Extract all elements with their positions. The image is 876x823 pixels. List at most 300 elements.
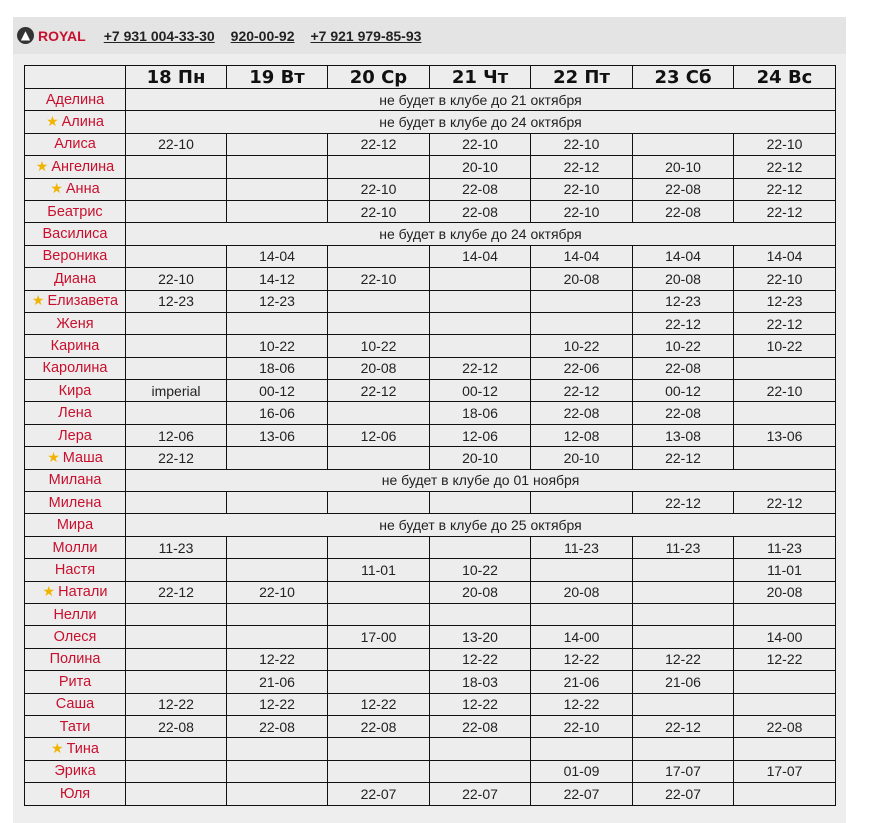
schedule-table: [24, 65, 836, 806]
shift-cell: 22-12: [633, 312, 734, 334]
table-row: [25, 312, 836, 334]
shift-cell: 18-03: [430, 671, 531, 693]
hostess-name-cell[interactable]: [25, 89, 126, 111]
shift-cell: [531, 290, 633, 312]
table-row: [25, 514, 836, 536]
shift-cell: 22-12: [734, 200, 836, 222]
star-icon: ★: [35, 158, 49, 175]
hostess-name-cell[interactable]: [25, 223, 126, 245]
table-row: [25, 133, 836, 155]
shift-cell: [126, 760, 227, 782]
shift-cell: 12-22: [227, 648, 328, 670]
shift-cell: 21-06: [227, 671, 328, 693]
shift-cell: [531, 738, 633, 760]
shift-cell: 10-22: [531, 335, 633, 357]
shift-cell: [633, 603, 734, 625]
shift-cell: [126, 671, 227, 693]
shift-cell: [126, 738, 227, 760]
hostess-name-cell[interactable]: [25, 200, 126, 222]
shift-cell: 13-06: [734, 424, 836, 446]
shift-cell: 20-08: [734, 581, 836, 603]
hostess-name: Эрика: [54, 763, 96, 780]
shift-cell: 10-22: [734, 335, 836, 357]
shift-cell: [633, 738, 734, 760]
shift-cell: 14-04: [227, 245, 328, 267]
shift-cell: 22-10: [531, 133, 633, 155]
shift-cell: [430, 760, 531, 782]
shift-cell: [734, 402, 836, 424]
shift-cell: [227, 133, 328, 155]
shift-cell: 22-07: [633, 783, 734, 805]
shift-cell: 00-12: [227, 380, 328, 402]
shift-cell: 12-22: [126, 693, 227, 715]
shift-cell: [734, 603, 836, 625]
shift-cell: [227, 312, 328, 334]
shift-cell: [328, 312, 430, 334]
table-row: [25, 268, 836, 290]
shift-cell: 12-22: [531, 648, 633, 670]
shift-cell: 22-12: [633, 447, 734, 469]
shift-cell: [430, 603, 531, 625]
shift-cell: imperial: [126, 380, 227, 402]
shift-cell: 12-22: [430, 648, 531, 670]
shift-cell: [328, 738, 430, 760]
shift-cell: 22-10: [734, 380, 836, 402]
corner-cell: [25, 66, 126, 89]
shift-cell: [126, 357, 227, 379]
hostess-name-cell[interactable]: [25, 245, 126, 267]
hostess-name-cell[interactable]: [25, 648, 126, 670]
shift-cell: 18-06: [430, 402, 531, 424]
shift-cell: 12-06: [328, 424, 430, 446]
shift-cell: 22-10: [430, 133, 531, 155]
shift-cell: 22-10: [328, 178, 430, 200]
shift-cell: [328, 290, 430, 312]
hostess-name-cell[interactable]: [25, 783, 126, 805]
table-row: [25, 200, 836, 222]
shift-cell: 11-23: [531, 536, 633, 558]
shift-cell: 20-08: [633, 268, 734, 290]
shift-cell: 12-22: [734, 648, 836, 670]
shift-cell: 22-08: [531, 402, 633, 424]
shift-cell: 22-08: [227, 715, 328, 737]
hostess-name: Олеся: [53, 629, 97, 646]
up-arrow-icon[interactable]: ▲: [17, 27, 34, 44]
shift-cell: [126, 783, 227, 805]
shift-cell: [227, 447, 328, 469]
shift-cell: [734, 738, 836, 760]
shift-cell: [430, 492, 531, 514]
table-row: [25, 469, 836, 491]
shift-cell: 22-12: [734, 312, 836, 334]
table-row: [25, 357, 836, 379]
shift-cell: [227, 492, 328, 514]
shift-cell: 22-12: [734, 156, 836, 178]
shift-cell: [227, 626, 328, 648]
shift-cell: 22-08: [126, 715, 227, 737]
shift-cell: [227, 783, 328, 805]
shift-cell: [531, 312, 633, 334]
shift-cell: [734, 693, 836, 715]
table-row: [25, 671, 836, 693]
shift-cell: 00-12: [633, 380, 734, 402]
shift-cell: [227, 156, 328, 178]
hostess-name-cell[interactable]: [25, 581, 126, 603]
shift-cell: 22-08: [633, 178, 734, 200]
shift-cell: [734, 357, 836, 379]
header-bar: [13, 17, 846, 54]
shift-cell: 22-12: [633, 492, 734, 514]
shift-cell: 16-06: [227, 402, 328, 424]
hostess-name: Юля: [59, 785, 91, 802]
shift-cell: [430, 312, 531, 334]
hostess-name-cell[interactable]: [25, 715, 126, 737]
shift-cell: [126, 335, 227, 357]
shift-cell: [227, 178, 328, 200]
table-row: [25, 223, 836, 245]
hostess-name-cell[interactable]: [25, 536, 126, 558]
hostess-name: Полина: [49, 651, 101, 668]
table-row: [25, 693, 836, 715]
hostess-name: Василиса: [42, 226, 108, 243]
shift-cell: 21-06: [531, 671, 633, 693]
shift-cell: 22-07: [430, 783, 531, 805]
shift-cell: [328, 492, 430, 514]
shift-cell: 22-10: [734, 268, 836, 290]
table-row: [25, 603, 836, 625]
shift-cell: 14-00: [734, 626, 836, 648]
hostess-name: Милана: [48, 472, 102, 489]
hostess-name: Беатрис: [47, 203, 103, 220]
shift-cell: 22-08: [430, 200, 531, 222]
shift-cell: 14-04: [430, 245, 531, 267]
table-row: [25, 245, 836, 267]
shift-cell: 12-22: [227, 693, 328, 715]
shift-cell: 22-06: [531, 357, 633, 379]
phone-link-2[interactable]: 920-00-92: [230, 27, 295, 44]
shift-cell: 22-12: [430, 357, 531, 379]
hostess-name: Анна: [65, 181, 100, 198]
table-row: [25, 290, 836, 312]
shift-cell: 11-23: [633, 536, 734, 558]
shift-cell: [328, 760, 430, 782]
shift-cell: 11-23: [734, 536, 836, 558]
shift-cell: 20-08: [430, 581, 531, 603]
hostess-name: Кира: [58, 382, 92, 399]
shift-cell: 12-23: [633, 290, 734, 312]
hostess-name-cell[interactable]: [25, 671, 126, 693]
header-row: [25, 66, 836, 89]
hostess-name-cell[interactable]: [25, 760, 126, 782]
shift-cell: 10-22: [430, 559, 531, 581]
shift-cell: 12-22: [328, 693, 430, 715]
table-row: [25, 178, 836, 200]
shift-cell: 14-12: [227, 268, 328, 290]
shift-cell: [430, 290, 531, 312]
star-icon: ★: [46, 114, 59, 131]
hostess-name: Тати: [59, 718, 91, 735]
shift-cell: [328, 581, 430, 603]
hostess-name: Мира: [56, 517, 94, 534]
shift-cell: [430, 536, 531, 558]
shift-cell: 12-23: [734, 290, 836, 312]
table-row: [25, 111, 836, 133]
shift-cell: [328, 447, 430, 469]
shift-cell: 22-12: [328, 380, 430, 402]
shift-cell: 10-22: [633, 335, 734, 357]
hostess-name: Алиса: [54, 136, 96, 153]
hostess-name: Лера: [58, 427, 92, 444]
hostess-name-cell[interactable]: [25, 312, 126, 334]
shift-cell: 22-08: [328, 715, 430, 737]
shift-cell: 20-08: [531, 581, 633, 603]
shift-cell: [734, 671, 836, 693]
shift-cell: [227, 559, 328, 581]
shift-cell: 11-01: [734, 559, 836, 581]
table-row: [25, 536, 836, 558]
table-row: [25, 626, 836, 648]
shift-cell: [328, 536, 430, 558]
shift-cell: 11-23: [126, 536, 227, 558]
table-row: [25, 715, 836, 737]
schedule-panel: [13, 17, 846, 823]
star-icon: ★: [42, 584, 56, 601]
shift-cell: 10-22: [328, 335, 430, 357]
hostess-name: Елизавета: [47, 293, 119, 310]
shift-cell: 17-00: [328, 626, 430, 648]
shift-cell: 20-10: [430, 156, 531, 178]
hostess-name: Рита: [58, 673, 92, 690]
hostess-name-cell[interactable]: [25, 626, 126, 648]
shift-cell: 13-08: [633, 424, 734, 446]
shift-cell: 12-22: [531, 693, 633, 715]
shift-cell: [328, 156, 430, 178]
star-icon: ★: [31, 293, 45, 310]
hostess-name-cell[interactable]: [25, 335, 126, 357]
shift-cell: [531, 603, 633, 625]
hostess-name-cell[interactable]: [25, 447, 126, 469]
shift-cell: [633, 559, 734, 581]
shift-cell: 12-08: [531, 424, 633, 446]
table-row: [25, 581, 836, 603]
day-header: 22 Пт: [531, 66, 633, 89]
shift-cell: [328, 245, 430, 267]
hostess-name: Вероника: [42, 248, 108, 265]
shift-cell: [633, 626, 734, 648]
hostess-name-cell[interactable]: [25, 133, 126, 155]
absence-note: не будет в клубе до 24 октября: [126, 223, 836, 245]
table-row: [25, 760, 836, 782]
hostess-name-cell[interactable]: [25, 357, 126, 379]
shift-cell: [328, 402, 430, 424]
star-icon: ★: [50, 181, 63, 198]
absence-note: не будет в клубе до 21 октября: [126, 89, 836, 111]
hostess-name: Натали: [58, 584, 108, 601]
star-icon: ★: [51, 741, 64, 758]
hostess-name: Карина: [50, 337, 100, 354]
shift-cell: 22-08: [633, 357, 734, 379]
shift-cell: [126, 559, 227, 581]
day-header: 23 Сб: [633, 66, 734, 89]
brand-label: ROYAL: [38, 27, 86, 44]
hostess-name: Каролина: [42, 360, 108, 377]
shift-cell: [126, 245, 227, 267]
shift-cell: [734, 783, 836, 805]
hostess-name: Нелли: [53, 606, 97, 623]
hostess-name: Алина: [61, 114, 104, 131]
hostess-name-cell[interactable]: [25, 111, 126, 133]
hostess-name: Тина: [66, 741, 99, 758]
hostess-name: Лена: [58, 405, 92, 422]
hostess-name: Молли: [52, 539, 98, 556]
table-row: [25, 156, 836, 178]
table-row: [25, 380, 836, 402]
shift-cell: [531, 559, 633, 581]
shift-cell: [126, 603, 227, 625]
hostess-name-cell[interactable]: [25, 559, 126, 581]
shift-cell: 22-08: [633, 402, 734, 424]
table-row: [25, 402, 836, 424]
shift-cell: 20-10: [430, 447, 531, 469]
table-row: [25, 783, 836, 805]
shift-cell: 22-12: [734, 178, 836, 200]
shift-cell: 22-08: [734, 715, 836, 737]
hostess-name-cell[interactable]: [25, 402, 126, 424]
shift-cell: 14-00: [531, 626, 633, 648]
shift-cell: [227, 760, 328, 782]
shift-cell: 12-23: [227, 290, 328, 312]
shift-cell: 01-09: [531, 760, 633, 782]
hostess-name-cell[interactable]: [25, 178, 126, 200]
hostess-name: Милена: [48, 494, 102, 511]
table-row: [25, 89, 836, 111]
shift-cell: 12-22: [633, 648, 734, 670]
shift-cell: 20-10: [531, 447, 633, 469]
hostess-name-cell[interactable]: [25, 268, 126, 290]
shift-cell: 22-10: [531, 200, 633, 222]
shift-cell: 20-08: [531, 268, 633, 290]
shift-cell: 22-07: [531, 783, 633, 805]
hostess-name-cell[interactable]: [25, 693, 126, 715]
shift-cell: 22-12: [531, 156, 633, 178]
shift-cell: 12-06: [126, 424, 227, 446]
hostess-name-cell[interactable]: [25, 156, 126, 178]
day-header: 21 Чт: [430, 66, 531, 89]
shift-cell: [531, 492, 633, 514]
shift-cell: [227, 738, 328, 760]
shift-cell: [633, 693, 734, 715]
phone-link-3[interactable]: +7 921 979-85-93: [310, 27, 422, 44]
table-row: [25, 335, 836, 357]
hostess-name-cell[interactable]: [25, 469, 126, 491]
hostess-name-cell[interactable]: [25, 492, 126, 514]
shift-cell: 13-06: [227, 424, 328, 446]
shift-cell: [633, 581, 734, 603]
shift-cell: 22-10: [328, 200, 430, 222]
absence-note: не будет в клубе до 25 октября: [126, 514, 836, 536]
shift-cell: [126, 648, 227, 670]
hostess-name: Женя: [56, 315, 94, 332]
shift-cell: 14-04: [531, 245, 633, 267]
hostess-name: Ангелина: [51, 158, 115, 175]
shift-cell: 10-22: [227, 335, 328, 357]
absence-note: не будет в клубе до 01 ноября: [126, 469, 836, 491]
day-header: 20 Ср: [328, 66, 430, 89]
shift-cell: 20-08: [328, 357, 430, 379]
shift-cell: 14-04: [734, 245, 836, 267]
shift-cell: 22-12: [126, 447, 227, 469]
shift-cell: 17-07: [633, 760, 734, 782]
table-row: [25, 492, 836, 514]
shift-cell: 11-01: [328, 559, 430, 581]
hostess-name-cell[interactable]: [25, 514, 126, 536]
shift-cell: 20-10: [633, 156, 734, 178]
shift-cell: 00-12: [430, 380, 531, 402]
day-header: 18 Пн: [126, 66, 227, 89]
shift-cell: 22-12: [633, 715, 734, 737]
shift-cell: [430, 738, 531, 760]
shift-cell: 21-06: [633, 671, 734, 693]
hostess-name: Настя: [54, 561, 96, 578]
shift-cell: 12-23: [126, 290, 227, 312]
shift-cell: 12-06: [430, 424, 531, 446]
shift-cell: [126, 312, 227, 334]
shift-cell: 22-12: [734, 492, 836, 514]
table-row: [25, 447, 836, 469]
shift-cell: [227, 603, 328, 625]
shift-cell: 22-10: [734, 133, 836, 155]
shift-cell: [633, 133, 734, 155]
shift-cell: 22-10: [328, 268, 430, 290]
shift-cell: [126, 156, 227, 178]
hostess-name: Маша: [62, 449, 103, 466]
shift-cell: 22-08: [430, 178, 531, 200]
shift-cell: 22-12: [328, 133, 430, 155]
hostess-name-cell[interactable]: [25, 424, 126, 446]
shift-cell: 22-10: [531, 178, 633, 200]
hostess-name-cell[interactable]: [25, 603, 126, 625]
shift-cell: 22-10: [531, 715, 633, 737]
table-row: [25, 738, 836, 760]
shift-cell: 22-10: [126, 133, 227, 155]
day-header: 19 Вт: [227, 66, 328, 89]
hostess-name: Аделина: [45, 91, 105, 108]
absence-note: не будет в клубе до 24 октября: [126, 111, 836, 133]
star-icon: ★: [47, 449, 60, 466]
table-row: [25, 424, 836, 446]
shift-cell: 22-10: [227, 581, 328, 603]
shift-cell: [227, 536, 328, 558]
shift-cell: 12-22: [430, 693, 531, 715]
shift-cell: 22-12: [531, 380, 633, 402]
shift-cell: [126, 626, 227, 648]
hostess-name-cell[interactable]: [25, 738, 126, 760]
hostess-name: Диана: [53, 270, 97, 287]
shift-cell: 22-07: [328, 783, 430, 805]
phone-link-1[interactable]: +7 931 004-33-30: [103, 27, 215, 44]
shift-cell: [126, 492, 227, 514]
shift-cell: 17-07: [734, 760, 836, 782]
shift-cell: [126, 178, 227, 200]
shift-cell: 22-08: [633, 200, 734, 222]
shift-cell: [126, 200, 227, 222]
shift-cell: [227, 200, 328, 222]
shift-cell: [328, 671, 430, 693]
hostess-name-cell[interactable]: [25, 290, 126, 312]
hostess-name-cell[interactable]: [25, 380, 126, 402]
hostess-name: Саша: [55, 696, 95, 713]
table-row: [25, 559, 836, 581]
